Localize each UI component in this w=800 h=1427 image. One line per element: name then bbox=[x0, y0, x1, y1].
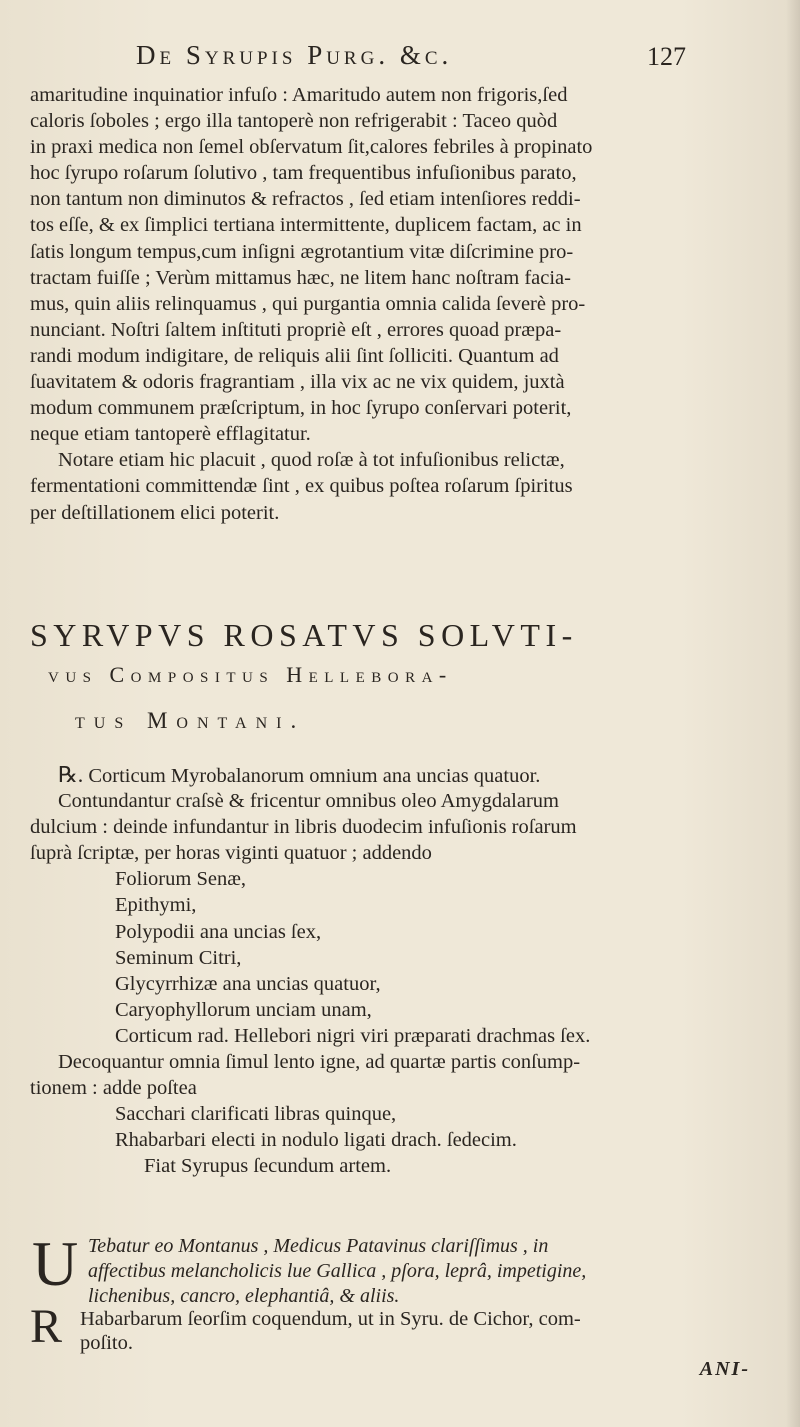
catchword: ANI- bbox=[699, 1358, 750, 1380]
recipe-line-text: Corticum Myrobalanorum omnium ana uncias quatuor. bbox=[88, 765, 541, 787]
section-heading-line-1: SYRVPVS ROSATVS SOLVTI- bbox=[30, 617, 578, 653]
body-line: Notare etiam hic placuit , quod roſæ à tot infuſionibus relictæ, bbox=[58, 449, 565, 472]
body-text bbox=[30, 82, 770, 526]
recipe-ingredient: Caryophyllorum unciam unam, bbox=[115, 998, 372, 1021]
body-line: in praxi medica non ſemel obſervatum ſit,calores febriles à propinato bbox=[30, 136, 593, 159]
body-line: modum communem præſcriptum, in hoc ſyrupo conſervari poterit, bbox=[30, 397, 572, 420]
body-line: non tantum non diminutos & refractos , ſed etiam intenſiores reddi- bbox=[30, 188, 581, 211]
body-line: per deſtillationem elici poterit. bbox=[30, 501, 280, 524]
recipe-line: Decoquantur omnia ſimul lento igne, ad quartæ partis conſump- bbox=[58, 1051, 581, 1074]
drop-cap-r: R bbox=[30, 1300, 63, 1353]
closing-line: Habarbarum ſeorſim coquendum, ut in Syru. de Cichor, com- bbox=[80, 1308, 581, 1330]
note-line: affectibus melancholicis lue Gallica , pſora, leprâ, impetigine, bbox=[88, 1260, 587, 1282]
recipe-symbol: ℞. bbox=[58, 762, 84, 787]
recipe-ingredient: Epithymi, bbox=[115, 894, 197, 917]
recipe-ingredient: Foliorum Senæ, bbox=[115, 868, 246, 891]
usage-note bbox=[88, 1234, 768, 1309]
running-title: De Syrupis Purg. &c. bbox=[136, 40, 453, 70]
page-gutter-shadow bbox=[786, 0, 800, 1427]
recipe-ingredient: Seminum Citri, bbox=[115, 946, 242, 969]
recipe-ingredient: Polypodii ana uncias ſex, bbox=[115, 920, 322, 943]
running-head bbox=[136, 36, 696, 76]
closing-paragraph bbox=[80, 1307, 770, 1355]
closing-line: poſito. bbox=[80, 1332, 133, 1354]
section-heading-line-3: tus Montani. bbox=[75, 708, 306, 733]
body-line: caloris ſoboles ; ergo illa tantoperè non refrigerabit : Taceo quòd bbox=[30, 110, 558, 133]
body-line: ſatis longum tempus,cum inſigni ægrotantium vitæ diſcrimine pro- bbox=[30, 240, 574, 263]
recipe-line: tionem : adde poſtea bbox=[30, 1077, 197, 1100]
recipe-ingredient: Glycyrrhizæ ana uncias quatuor, bbox=[115, 972, 381, 995]
note-line: Tebatur eo Montanus , Medicus Patavinus clariſſimus , in bbox=[88, 1235, 549, 1257]
body-line: tos eſſe, & ex ſimplici tertiana intermittente, duplicem factam, ac in bbox=[30, 214, 582, 237]
note-line: lichenibus, cancro, elephantiâ, & aliis. bbox=[88, 1285, 400, 1307]
recipe-line: Fiat Syrupus ſecundum artem. bbox=[144, 1155, 392, 1178]
body-line: neque etiam tantoperè efflagitatur. bbox=[30, 423, 311, 446]
recipe-ingredient: Rhabarbari electi in nodulo ligati drach. ſedecim. bbox=[115, 1129, 517, 1152]
recipe-line: dulcium : deinde infundantur in libris duodecim infuſionis roſarum bbox=[30, 816, 577, 839]
body-line: ſuavitatem & odoris fragrantiam , illa vix ac ne vix quidem, juxtà bbox=[30, 371, 565, 394]
recipe-block bbox=[30, 762, 770, 1180]
body-line: fermentationi committendæ ſint , ex quibus poſtea roſarum ſpiritus bbox=[30, 475, 573, 498]
body-line: randi modum indigitare, de reliquis alii ſint ſolliciti. Quantum ad bbox=[30, 344, 559, 367]
recipe-ingredient: Sacchari clarificati libras quinque, bbox=[115, 1103, 397, 1126]
recipe-line bbox=[30, 762, 770, 788]
section-heading-line-2: vus Compositus Hellebora- bbox=[48, 662, 453, 687]
recipe-ingredient: Corticum rad. Hellebori nigri viri præparati drachmas ſex. bbox=[115, 1024, 591, 1047]
drop-cap-u: U bbox=[32, 1228, 79, 1299]
recipe-line: Contundantur craſsè & fricentur omnibus oleo Amygdalarum bbox=[58, 790, 559, 813]
body-line: nunciant. Noſtri ſaltem inſtituti propriè eſt , errores quoad præpa- bbox=[30, 318, 562, 341]
page-number: 127 bbox=[647, 42, 686, 71]
body-line: hoc ſyrupo roſarum ſolutivo , tam frequentibus infuſionibus parato, bbox=[30, 162, 577, 185]
body-line: tractam fuiſſe ; Verùm mittamus hæc, ne litem hanc noſtram facia- bbox=[30, 266, 571, 289]
body-line: amaritudine inquinatior infuſo : Amaritudo autem non frigoris,ſed bbox=[30, 84, 568, 106]
recipe-line: ſuprà ſcriptæ, per horas viginti quatuor ; addendo bbox=[30, 842, 432, 865]
body-line: mus, quin aliis relinquamus , qui purgantia omnia calida ſeverè pro- bbox=[30, 292, 586, 315]
